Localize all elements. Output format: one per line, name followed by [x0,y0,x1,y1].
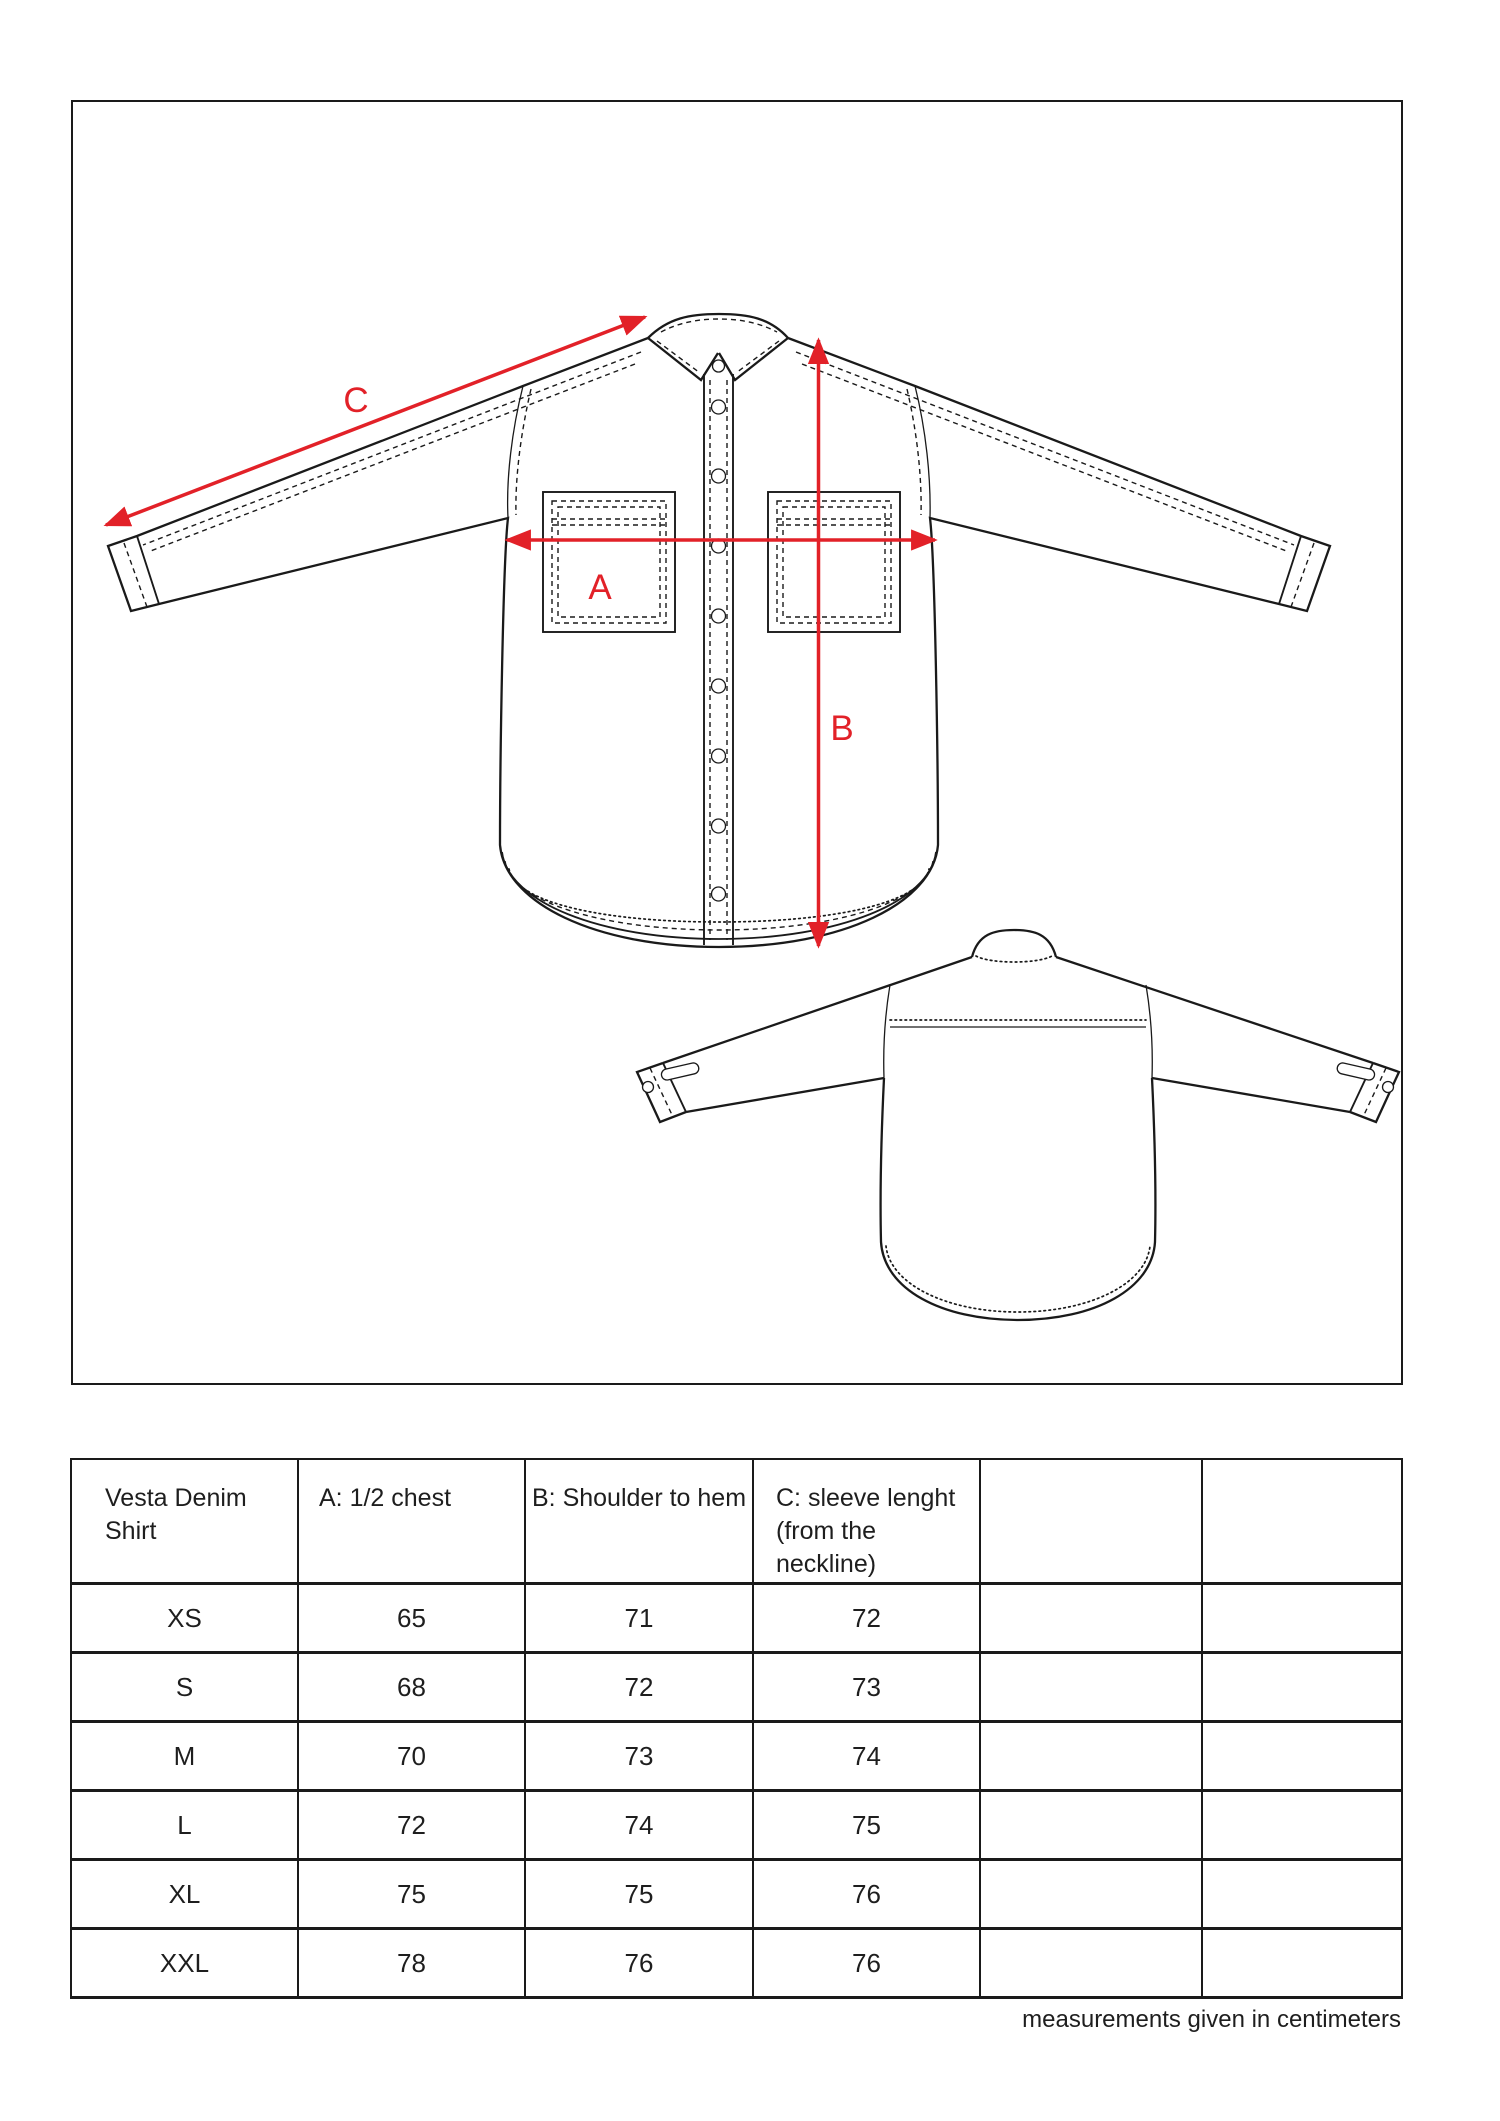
value-b: 74 [525,1791,753,1860]
size-label: L [71,1791,298,1860]
units-note: measurements given in centimeters [1022,2006,1401,2033]
header-empty-1 [980,1459,1202,1584]
back-cuff-right [1336,1062,1399,1122]
size-label: XXL [71,1929,298,1998]
value-a: 75 [298,1860,525,1929]
back-cuff-left [637,1062,700,1122]
front-outline [108,338,1330,947]
chest-pocket-right [768,492,900,632]
table-header-row [71,1459,1402,1584]
chest-pocket-left [543,492,675,632]
value-c: 73 [753,1653,980,1722]
size-label: S [71,1653,298,1722]
value-a: 68 [298,1653,525,1722]
value-a: 78 [298,1929,525,1998]
value-c: 75 [753,1791,980,1860]
value-b: 73 [525,1722,753,1791]
back-collar-mound [972,930,1056,957]
table-row-xs [71,1584,1402,1653]
measure-label-b: B [830,709,854,748]
front-buttons [712,360,726,901]
table-row-m [71,1722,1402,1791]
value-b: 71 [525,1584,753,1653]
back-body-outline [881,1078,1156,1320]
value-b: 76 [525,1929,753,1998]
measure-label-a: A [588,568,612,607]
value-a: 72 [298,1791,525,1860]
value-c: 76 [753,1860,980,1929]
size-label: XS [71,1584,298,1653]
table-row-xxl [71,1929,1402,1998]
shirt-back-view [637,930,1399,1320]
size-table [70,1458,1403,1999]
value-a: 70 [298,1722,525,1791]
value-c: 72 [753,1584,980,1653]
header-product: Vesta Denim Shirt [71,1459,298,1584]
measurement-arrow-b [819,340,854,946]
measure-label-c: C [343,381,369,420]
value-c: 74 [753,1722,980,1791]
value-c: 76 [753,1929,980,1998]
size-label: M [71,1722,298,1791]
value-b: 72 [525,1653,753,1722]
size-label: XL [71,1860,298,1929]
value-a: 65 [298,1584,525,1653]
header-c-sleeve-length: C: sleeve lenght (from the neckline) [753,1459,980,1584]
measurement-arrow-c [106,317,645,525]
shirt-front-view [108,314,1330,947]
diagram-frame [72,101,1402,1384]
front-placket [704,374,733,945]
back-yoke-seam [890,1020,1146,1027]
header-b-shoulder-to-hem: B: Shoulder to hem [525,1459,753,1584]
value-b: 75 [525,1860,753,1929]
header-a-half-chest: A: 1/2 chest [298,1459,525,1584]
table-row-l [71,1791,1402,1860]
header-empty-2 [1202,1459,1402,1584]
table-row-s [71,1653,1402,1722]
table-row-xl [71,1860,1402,1929]
